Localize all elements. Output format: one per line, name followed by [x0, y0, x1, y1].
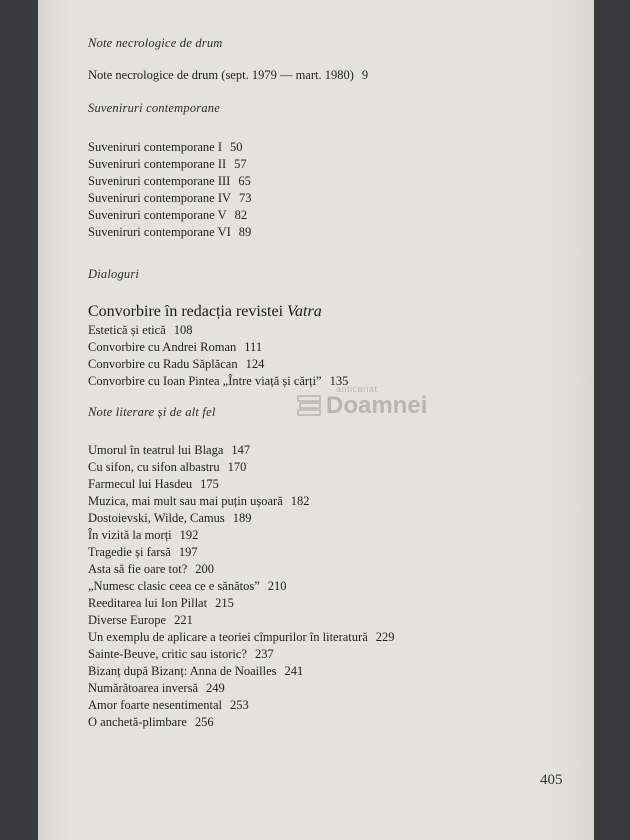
toc-entry: [88, 578, 558, 595]
toc-entry-page: 253: [229, 698, 249, 712]
subsection-heading-vatra: [88, 302, 558, 322]
toc-entry: [88, 510, 558, 527]
toc-entry-page: 249: [206, 681, 225, 695]
toc-entry-title: Dostoievski, Wilde, Camus: [88, 511, 225, 525]
book-page: [38, 0, 594, 840]
toc-entry-page: 182: [290, 494, 310, 508]
section-title-note-necrologice: Note necrologice de drum: [88, 36, 223, 50]
subsection-heading-journal: Vatra: [287, 303, 322, 320]
toc-entry-title: Suveniruri contemporane III: [88, 174, 231, 188]
toc-entry-title: Sainte-Beuve, critic sau istoric?: [88, 647, 247, 661]
toc-entry: [88, 697, 558, 714]
section-list-suveniruri: [88, 139, 558, 241]
toc-entry-title: Amor foarte nesentimental: [88, 698, 222, 712]
toc-entry-title: Farmecul lui Hasdeu: [88, 477, 193, 491]
toc-entry-title: O anchetă-plimbare: [88, 715, 187, 729]
toc-entry: [88, 714, 558, 731]
toc-entry-page: 108: [173, 323, 193, 337]
toc-entry: [88, 493, 558, 510]
toc-entry: [88, 561, 558, 578]
watermark-small-text: anticariat: [336, 384, 378, 394]
toc-entry-page: 192: [179, 528, 199, 542]
toc-entry: [88, 207, 558, 224]
toc-entry: [88, 190, 558, 207]
toc-entry-page: 65: [238, 174, 251, 188]
watermark-logo: [296, 384, 446, 434]
toc-entry-title: Un exemplu de aplicare a teoriei cîmpurilor în literatură: [88, 630, 368, 644]
toc-entry-title: Cu sifon, cu sifon albastru: [88, 460, 220, 474]
toc-entry: [88, 663, 558, 680]
toc-entry-title: Convorbire cu Radu Săplăcan: [88, 357, 238, 371]
toc-entry: [88, 156, 558, 173]
toc-entry-title: Note necrologice de drum (sept. 1979 — mart. 1980): [88, 68, 354, 82]
toc-entry-page: 237: [254, 647, 274, 661]
toc-entry-title: Estetică și etică: [88, 323, 166, 337]
toc-entry: [88, 646, 558, 663]
section-title-dialoguri: Dialoguri: [88, 267, 140, 281]
toc-entry: [88, 442, 558, 459]
toc-entry-page: 210: [267, 579, 287, 593]
toc-entry-title: Umorul în teatrul lui Blaga: [88, 443, 224, 457]
toc-entry-page: 9: [361, 68, 369, 82]
toc-entry-title: Convorbire cu Andrei Roman: [88, 340, 237, 354]
toc-entry-page: 197: [178, 545, 198, 559]
toc-entry-page: 189: [232, 511, 252, 525]
toc-entry: [88, 629, 558, 646]
toc-entry-page: 256: [194, 715, 214, 729]
section-list-dialoguri: [88, 322, 558, 390]
toc-entry-page: 73: [239, 191, 252, 205]
toc-entry-page: 50: [229, 140, 243, 154]
toc-entry: [88, 339, 558, 356]
toc-entry-title: În vizită la morți: [88, 528, 172, 542]
toc-entry-title: Convorbire cu Ioan Pintea „Între viață și cărți”: [88, 374, 322, 388]
toc-entry: [88, 139, 558, 156]
page-number: 405: [540, 772, 563, 788]
toc-entry-title: Suveniruri contemporane IV: [88, 191, 232, 205]
section-title-suveniruri: Suveniruri contemporane: [88, 101, 221, 115]
watermark-main-text: Doamnei: [326, 392, 428, 419]
toc-entry-page: 82: [234, 208, 248, 222]
toc-entry-page: 57: [234, 157, 247, 171]
toc-entry: [88, 612, 558, 629]
book-stack-icon: [296, 392, 324, 422]
toc-entry-page: 215: [215, 596, 234, 610]
toc-entry: [88, 224, 558, 241]
toc-entry-page: 147: [231, 443, 251, 457]
toc-entry-title: Numărătoarea inversă: [88, 681, 199, 695]
toc-entry: [88, 680, 558, 697]
toc-entry-title: Diverse Europe: [88, 613, 167, 627]
subsection-heading-text: Convorbire în redacția revistei: [88, 303, 288, 320]
toc-entry-title: Muzica, mai mult sau mai puțin ușoară: [88, 494, 283, 508]
toc-entry: [88, 67, 558, 84]
toc-entry-page: 135: [329, 374, 349, 388]
toc-entry-page: 200: [195, 562, 215, 576]
toc-entry-title: Suveniruri contemporane VI: [88, 225, 231, 239]
toc-entry-page: 170: [227, 460, 247, 474]
toc-entry-page: 241: [284, 664, 304, 678]
section-list-note-literare: [88, 442, 558, 731]
toc-entry-title: Asta să fie oare tot?: [88, 562, 188, 576]
toc-entry-page: 221: [174, 613, 193, 627]
toc-entry-page: 111: [244, 340, 263, 354]
toc-entry: [88, 459, 558, 476]
toc-entry: [88, 356, 558, 373]
toc-entry: [88, 544, 558, 561]
toc-entry-title: Suveniruri contemporane II: [88, 157, 227, 171]
section-list-note-necrologice: [88, 67, 558, 84]
toc-entry: [88, 476, 558, 493]
toc-entry-page: 124: [245, 357, 265, 371]
toc-entry-page: 229: [375, 630, 395, 644]
toc-entry-title: „Numesc clasic ceea ce e sănătos”: [88, 579, 260, 593]
toc-entry-title: Reeditarea lui Ion Pillat: [88, 596, 208, 610]
toc-entry-title: Suveniruri contemporane V: [88, 208, 227, 222]
toc-entry: [88, 595, 558, 612]
toc-entry-title: Suveniruri contemporane I: [88, 140, 222, 154]
toc-entry-page: 175: [200, 477, 219, 491]
toc-entry: [88, 173, 558, 190]
toc-entry-title: Tragedie și farsă: [88, 545, 171, 559]
toc-entry-page: 89: [238, 225, 252, 239]
toc-entry: [88, 322, 558, 339]
toc-entry-title: Bizanț după Bizanț: Anna de Noailles: [88, 664, 277, 678]
section-title-note-literare: Note literare și de alt fel: [88, 405, 216, 419]
toc-entry: [88, 527, 558, 544]
